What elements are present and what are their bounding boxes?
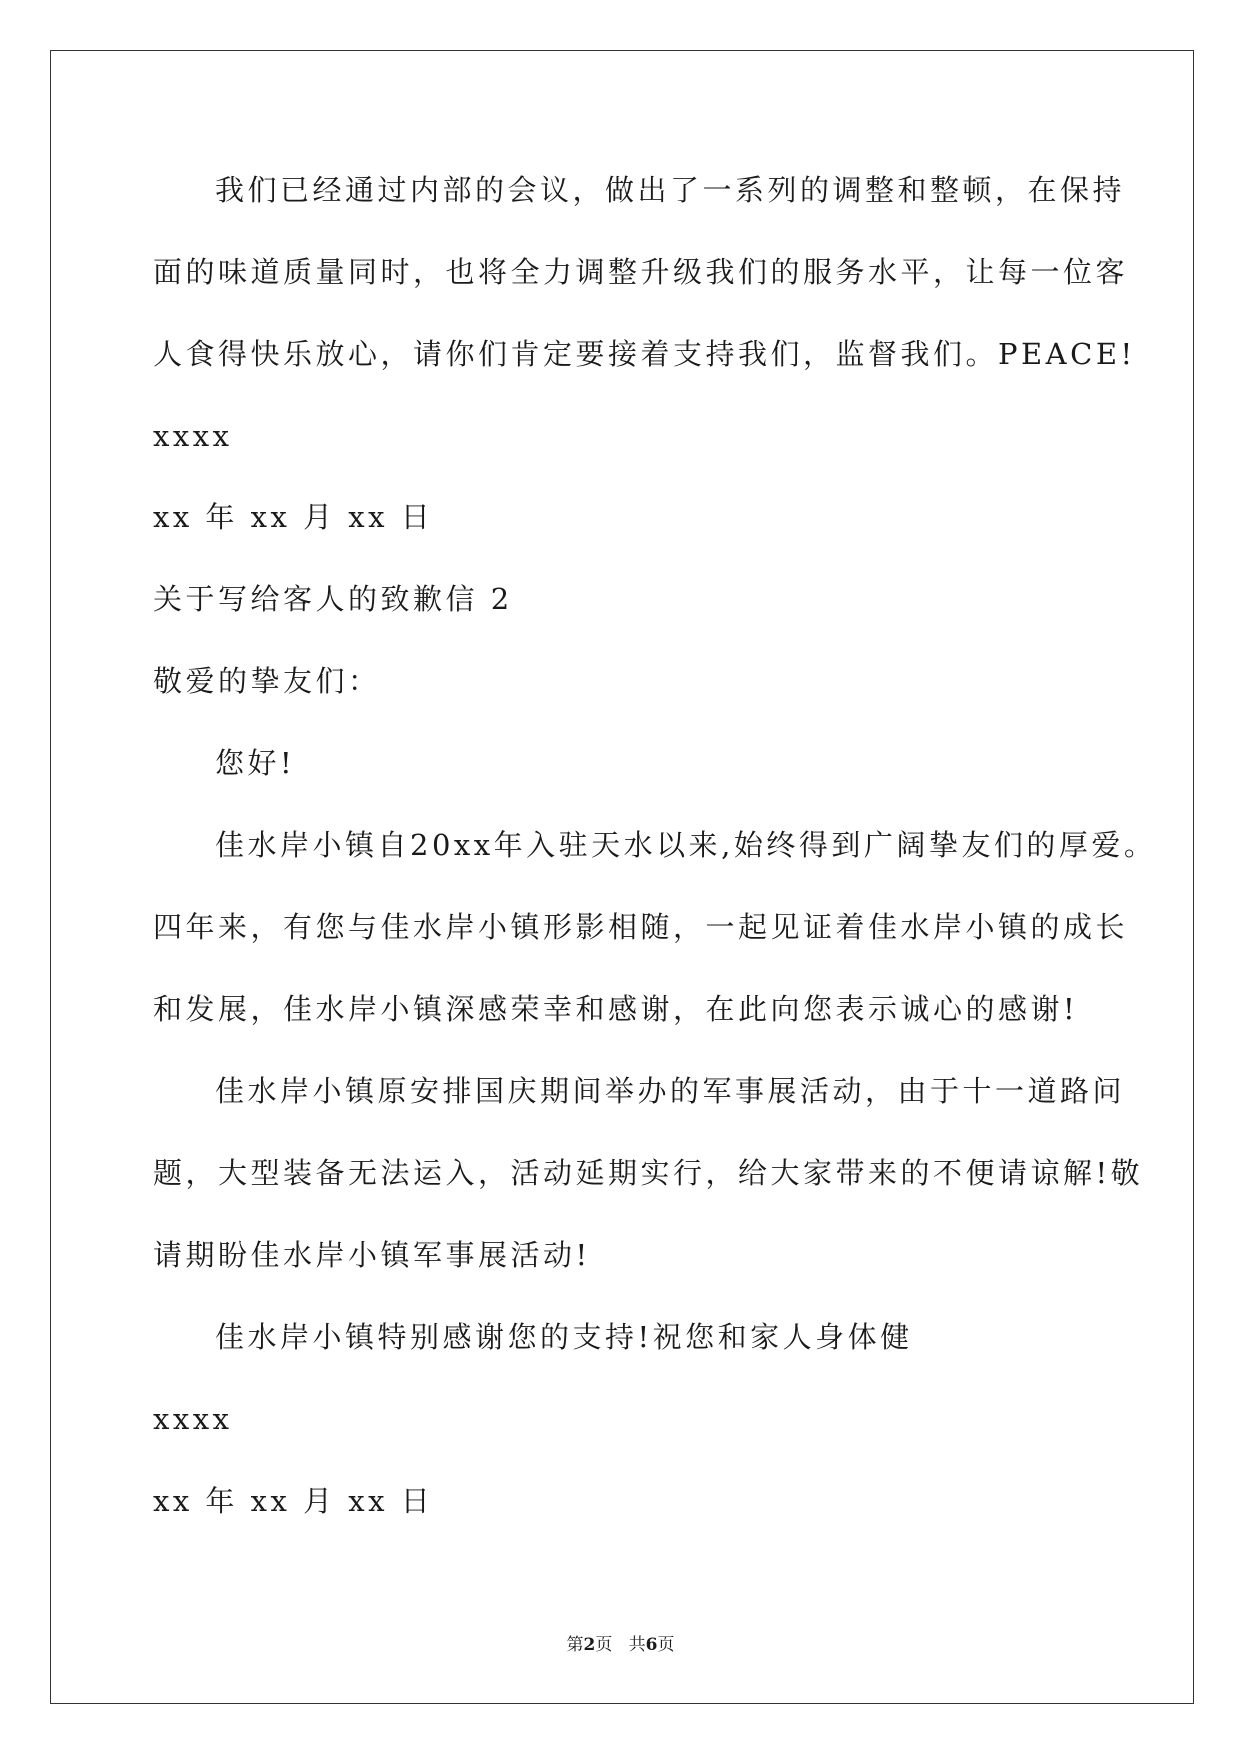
page-footer <box>0 1634 1241 1656</box>
paragraph-line: 佳水岸小镇原安排国庆期间举办的军事展活动，由于十一道路问 <box>215 1074 1126 1108</box>
section-title: 关于写给客人的致歉信 2 <box>153 582 513 616</box>
paragraph-line: 四年来，有您与佳水岸小镇形影相随，一起见证着佳水岸小镇的成长 <box>153 910 1129 944</box>
signature-name: xxxx <box>153 419 233 453</box>
paragraph-line: 面的味道质量同时，也将全力调整升级我们的服务水平，让每一位客 <box>153 255 1129 289</box>
signature-name: xxxx <box>153 1402 233 1436</box>
footer-page-number: 2 <box>583 1635 596 1655</box>
paragraph-line: 和发展，佳水岸小镇深感荣幸和感谢，在此向您表示诚心的感谢! <box>153 992 1079 1026</box>
footer-total-pages: 6 <box>645 1635 658 1655</box>
paragraph-line: 佳水岸小镇自20xx年入驻天水以来,始终得到广阔挚友们的厚爱。 <box>215 828 1157 862</box>
paragraph-line: 题，大型装备无法运入，活动延期实行，给大家带来的不便请谅解!敬 <box>153 1156 1144 1190</box>
salutation: 敬爱的挚友们： <box>153 664 381 698</box>
paragraph-line: 佳水岸小镇特别感谢您的支持!祝您和家人身体健 <box>215 1320 913 1354</box>
footer-prefix: 第 <box>566 1635 584 1655</box>
greeting: 您好! <box>215 746 296 780</box>
page-border <box>50 50 1194 1704</box>
signature-date: xx 年 xx 月 xx 日 <box>153 1484 434 1518</box>
footer-mid: 页 共 <box>595 1635 646 1655</box>
paragraph-line: 请期盼佳水岸小镇军事展活动! <box>153 1238 591 1272</box>
paragraph-line: 人食得快乐放心，请你们肯定要接着支持我们，监督我们。PEACE! <box>153 337 1136 371</box>
signature-date: xx 年 xx 月 xx 日 <box>153 500 434 534</box>
footer-suffix: 页 <box>657 1635 675 1655</box>
paragraph-line: 我们已经通过内部的会议，做出了一系列的调整和整顿，在保持 <box>215 173 1126 207</box>
